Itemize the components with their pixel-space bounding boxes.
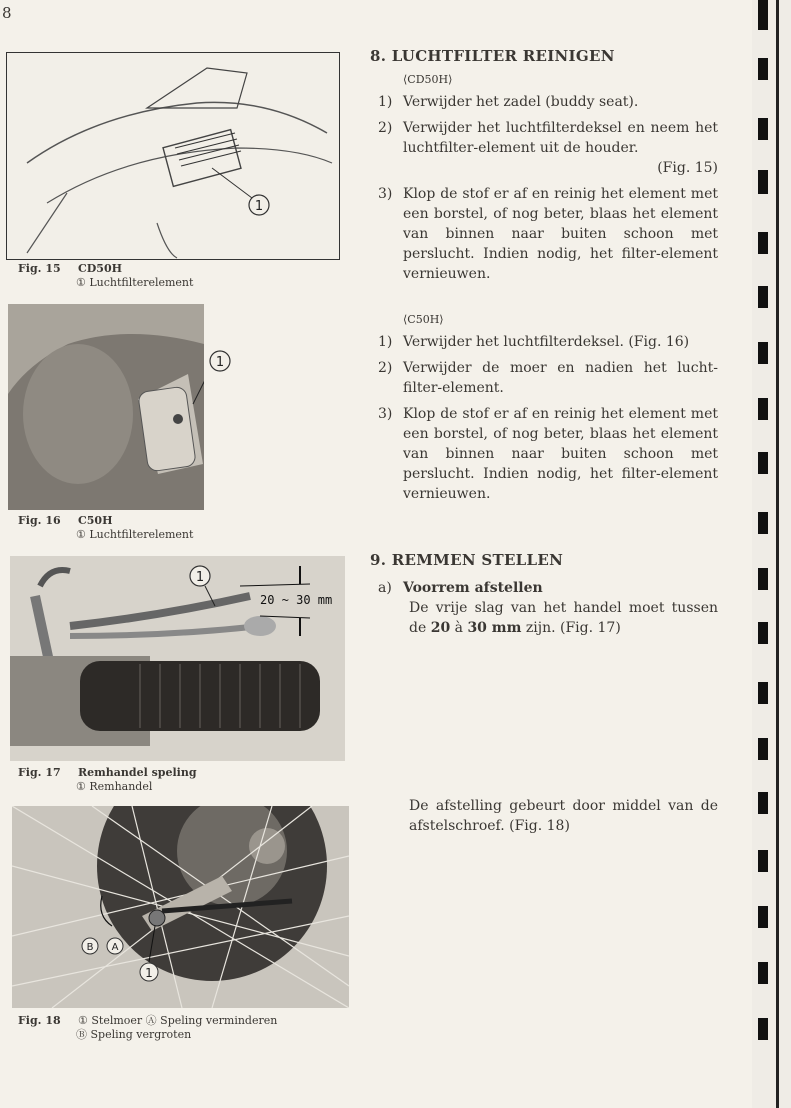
fig15-image <box>6 52 340 260</box>
section8-tag-cd50h: ⟨CD50H⟩ <box>403 73 453 86</box>
section8-c50h-step-3: 3) Klop de stof er af en reinig het element met een borstel, of nog beter, blaas het element van binnen naar buiten schoon met perslucht. Indien nodig, het filter-element vernieuwen. <box>378 406 718 502</box>
fig18-image <box>12 806 349 1008</box>
section8 <box>370 46 718 504</box>
fig17-label: Fig. 17 <box>18 766 61 779</box>
fig17-item: ① Remhandel <box>76 780 153 793</box>
fig17-callout: 1 <box>195 570 205 585</box>
fig16-callout: 1 <box>215 355 225 370</box>
section9-heading: 9. REMMEN STELLEN <box>370 551 564 569</box>
fig18-item-1: ① Stelmoer Ⓐ Speling verminderen <box>78 1014 278 1027</box>
fig18-callout: 1 <box>145 966 153 980</box>
fig17-image <box>10 556 345 761</box>
fig16-callout-badge <box>200 346 240 376</box>
section8-step-1: 1) Verwijder het zadel (buddy seat). <box>378 94 639 110</box>
fig16-caption <box>18 514 193 542</box>
section9-para1: De vrije slag van het handel moet tussen de 20 à 30 mm zijn. (Fig. 17) <box>409 600 718 636</box>
fig18-caption <box>18 1014 277 1042</box>
binding-strip <box>752 0 791 1108</box>
fig17-caption <box>18 766 197 794</box>
fig16-title: C50H <box>78 514 113 527</box>
fig15-item: ① Luchtfilterelement <box>76 276 194 289</box>
fig18-label: Fig. 18 <box>18 1014 61 1027</box>
section9-sub: a) Voorrem afstellen <box>378 580 543 596</box>
fig18-callout-a: A <box>111 942 119 953</box>
fig18-item-2: Ⓑ Speling vergroten <box>76 1028 192 1041</box>
section8-step-3: 3) Klop de stof er af en reinig het element met een borstel, of nog beter, blaas het element van binnen naar buiten schoon met perslucht. Indien nodig, het filter-element vernieuwen. <box>378 186 718 282</box>
fig16-label: Fig. 16 <box>18 514 61 527</box>
fig15-caption <box>18 262 193 290</box>
fig15-label: Fig. 15 <box>18 262 61 275</box>
fig16-item: ① Luchtfilterelement <box>76 528 194 541</box>
fig16-image <box>8 304 204 510</box>
section8-c50h-step-2: 2) Verwijder de moer en nadien het lucht-filter-element. <box>378 360 718 396</box>
fig17-dimension: 20 ~ 30 mm <box>260 593 333 607</box>
section8-c50h-step-1: 1) Verwijder het luchtfilterdeksel. (Fig. 16) <box>378 334 690 350</box>
fig15-title: CD50H <box>78 262 122 275</box>
section8-tag-c50h: ⟨C50H⟩ <box>403 313 444 326</box>
section9-para2: De afstelling gebeurt door middel van de afstelschroef. (Fig. 18) <box>409 798 718 834</box>
section8-heading: 8. LUCHTFILTER REINIGEN <box>370 47 615 65</box>
section8-step-2: 2) Verwijder het luchtfilterdeksel en neem het luchtfilter-element uit de houder. <box>378 120 718 156</box>
fig15-callout: 1 <box>254 199 264 214</box>
section8-fig-ref: (Fig. 15) <box>657 160 718 176</box>
page-number: 8 <box>2 4 12 22</box>
fig18-callout-b: B <box>86 942 94 953</box>
section9 <box>370 550 718 638</box>
fig17-title: Remhandel speling <box>78 766 197 779</box>
section9-para2-block <box>373 796 718 836</box>
